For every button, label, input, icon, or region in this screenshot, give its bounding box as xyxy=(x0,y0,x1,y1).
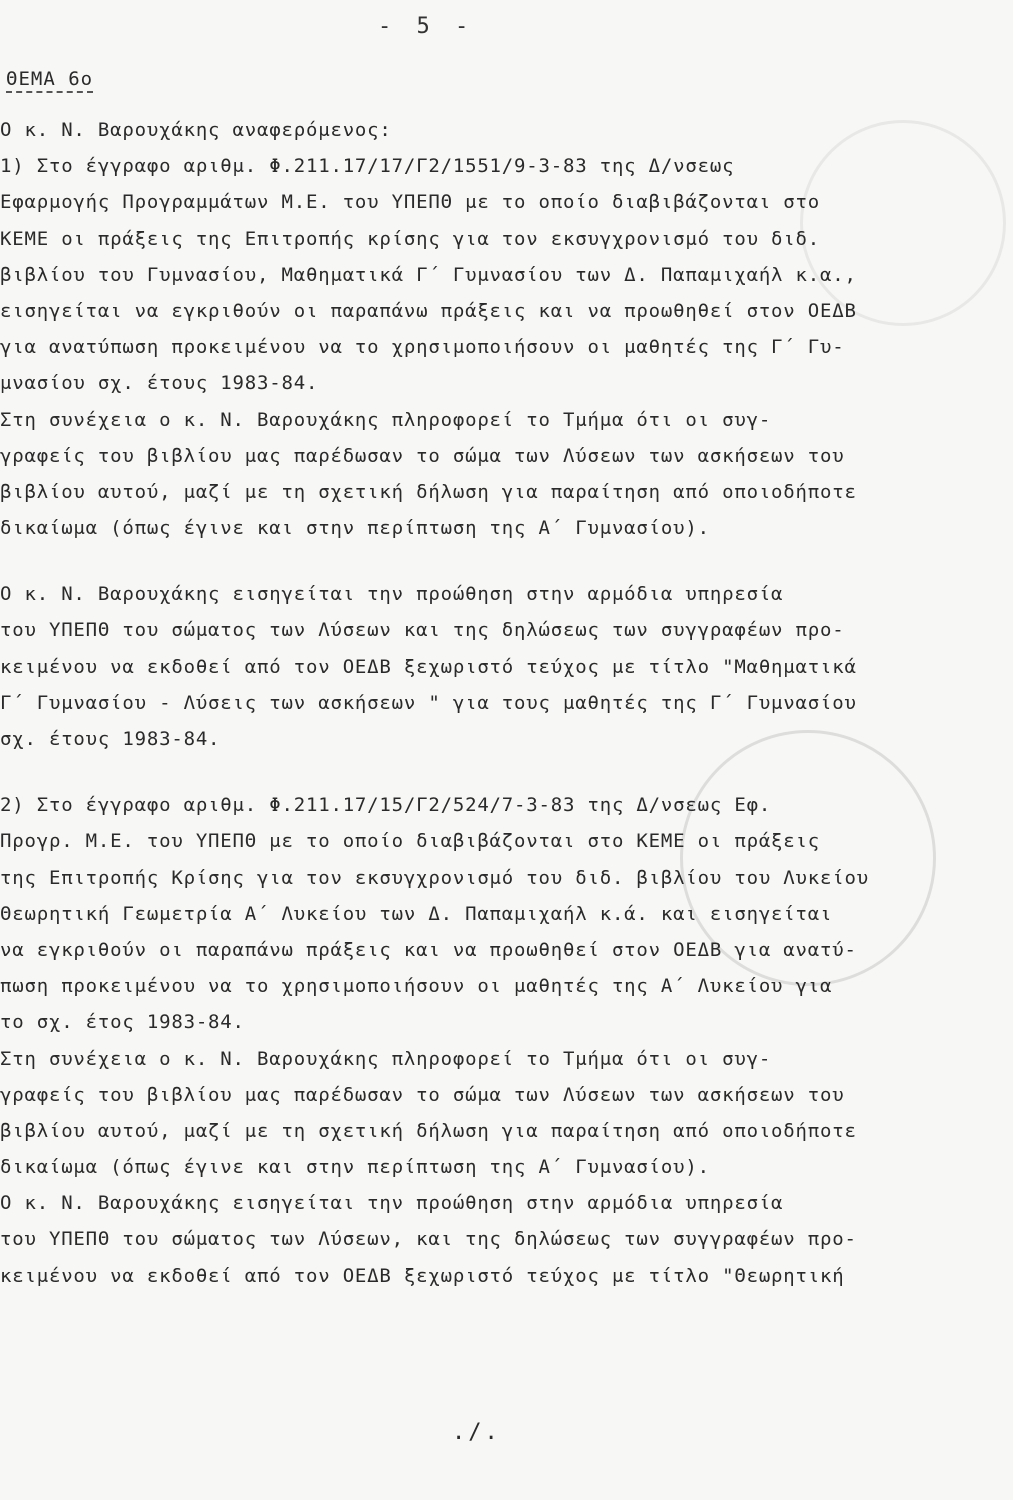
page-number: - 5 - xyxy=(378,14,475,39)
text-line: Στη συνέχεια ο κ. Ν. Βαρουχάκης πληροφορεί το Τμήμα ότι οι συγ- xyxy=(0,1047,772,1070)
text-line: ΚΕΜΕ οι πράξεις της Επιτροπής κρίσης για τον εκσυγχρονισμό του διδ. xyxy=(0,227,821,250)
text-line: βιβλίου αυτού, μαζί με τη σχετική δήλωση για παραίτηση από οποιοδήποτε xyxy=(0,480,857,503)
text-line: Θεωρητική Γεωμετρία Α΄ Λυκείου των Δ. Παπαμιχαήλ κ.ά. και εισηγείται xyxy=(0,902,833,925)
text-line: πωση προκειμένου να το χρησιμοποιήσουν οι μαθητές της Α΄ Λυκείου για xyxy=(0,975,833,998)
text-line: 2) Στο έγγραφο αριθμ. Φ.211.17/15/Γ2/524/7-3-83 της Δ/νσεως Εφ. xyxy=(0,794,772,817)
continuation-mark: ./. xyxy=(452,1420,501,1445)
body-text xyxy=(0,112,1000,1294)
text-line: μνασίου σχ. έτους 1983-84. xyxy=(0,372,319,395)
text-line: της Επιτροπής Κρίσης για τον εκσυγχρονισμό του διδ. βιβλίου του Λυκείου xyxy=(0,866,869,889)
text-line: βιβλίου του Γυμνασίου, Μαθηματικά Γ΄ Γυμνασίου των Δ. Παπαμιχαήλ κ.α., xyxy=(0,263,857,286)
text-line: Ο κ. Ν. Βαρουχάκης εισηγείται την προώθηση στην αρμόδια υπηρεσία xyxy=(0,1192,784,1215)
text-line: Στη συνέχεια ο κ. Ν. Βαρουχάκης πληροφορεί το Τμήμα ότι οι συγ- xyxy=(0,408,772,431)
text-line: το σχ. έτος 1983-84. xyxy=(0,1011,245,1034)
text-line: του ΥΠΕΠΘ του σώματος των Λύσεων και της δηλώσεως των συγγραφέων προ- xyxy=(0,619,845,642)
text-line: Ο κ. Ν. Βαρουχάκης αναφερόμενος: xyxy=(0,119,392,141)
text-line: γραφείς του βιβλίου μας παρέδωσαν το σώμα των Λύσεων των ασκήσεων του xyxy=(0,1083,845,1106)
text-line: Εφαρμογής Προγραμμάτων Μ.Ε. του ΥΠΕΠΘ με το οποίο διαβιβάζονται στο xyxy=(0,191,821,214)
text-line: Προγρ. Μ.Ε. του ΥΠΕΠΘ με το οποίο διαβιβάζονται στο ΚΕΜΕ οι πράξεις xyxy=(0,830,821,853)
text-line: του ΥΠΕΠΘ του σώματος των Λύσεων, και της δηλώσεως των συγγραφέων προ- xyxy=(0,1228,857,1251)
text-line: δικαίωμα (όπως έγινε και στην περίπτωση της Α΄ Γυμνασίου). xyxy=(0,1156,710,1179)
text-line: για ανατύπωση προκειμένου να το χρησιμοποιήσουν οι μαθητές της Γ΄ Γυ- xyxy=(0,336,845,359)
text-line: εισηγείται να εγκριθούν οι παραπάνω πράξεις και να προωθηθεί στον ΟΕΔΒ xyxy=(0,299,857,322)
text-line: κειμένου να εκδοθεί από τον ΟΕΔΒ ξεχωριστό τεύχος με τίτλο "Θεωρητική xyxy=(0,1264,845,1287)
text-line: γραφείς του βιβλίου μας παρέδωσαν το σώμα των Λύσεων των ασκήσεων του xyxy=(0,444,845,467)
text-line: σχ. έτους 1983-84. xyxy=(0,728,221,750)
section-heading: ΘΕΜΑ 6ο xyxy=(6,68,93,93)
text-line: κειμένου να εκδοθεί από τον ΟΕΔΒ ξεχωριστό τεύχος με τίτλο "Μαθηματικά xyxy=(0,655,857,678)
text-line: 1) Στο έγγραφο αριθμ. Φ.211.17/17/Γ2/1551/9-3-83 της Δ/νσεως xyxy=(0,155,735,178)
text-line: να εγκριθούν οι παραπάνω πράξεις και να προωθηθεί στον ΟΕΔΒ για ανατύ- xyxy=(0,938,857,961)
text-line: Ο κ. Ν. Βαρουχάκης εισηγείται την προώθηση στην αρμόδια υπηρεσία xyxy=(0,583,784,606)
text-line: δικαίωμα (όπως έγινε και στην περίπτωση της Α΄ Γυμνασίου). xyxy=(0,517,710,540)
text-line: Γ΄ Γυμνασίου - Λύσεις των ασκήσεων " για τους μαθητές της Γ΄ Γυμνασίου xyxy=(0,691,857,714)
text-line: βιβλίου αυτού, μαζί με τη σχετική δήλωση για παραίτηση από οποιοδήποτε xyxy=(0,1119,857,1142)
